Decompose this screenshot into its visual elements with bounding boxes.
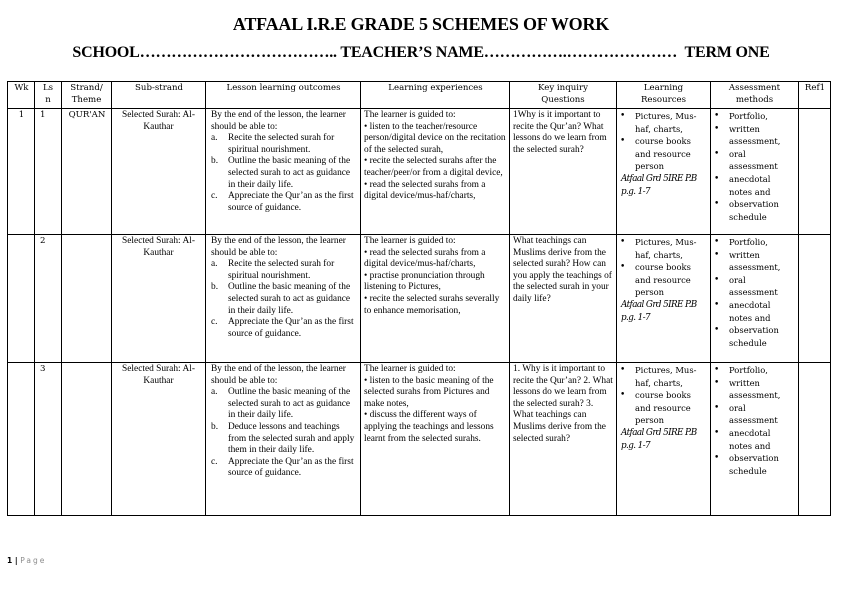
experiences-intro: The learner is guided to: (364, 364, 456, 374)
resource-reference: Atfaal Grd 5IRE P.B p.g. 1-7 (621, 173, 697, 197)
experience-item: • read the selected surahs from a digital device/mus-haf/charts, (364, 179, 486, 202)
outcome-item (209, 156, 358, 191)
outcome-text: Outline the basic meaning of the selected surah to act as guidance in their daily life. (228, 387, 351, 421)
outcomes-intro: By the end of the lesson, the learner should be able to: (211, 236, 346, 258)
header-assessment: Assessment methods (711, 82, 799, 109)
bullet-icon: • (714, 249, 720, 260)
assessment-item: • anecdotal notes and (714, 427, 771, 451)
header-wk: Wk (8, 82, 35, 109)
table-row (8, 235, 831, 363)
bullet-icon: • (714, 199, 720, 210)
experiences-intro: The learner is guided to: (364, 236, 456, 246)
outcome-item (209, 282, 358, 317)
cell-experiences (361, 109, 510, 235)
cell-lsn: 2 (35, 235, 62, 363)
cell-lsn: 3 (35, 363, 62, 516)
outcome-marker: a. (211, 387, 218, 398)
bullet-icon: • (714, 237, 720, 247)
header-experiences: Learning experiences (361, 82, 510, 109)
bullet-icon: • (714, 453, 720, 464)
table-header-row (8, 82, 831, 109)
page-number: 1 (7, 556, 13, 565)
experience-item: • recite the selected surahs severally to enhance memorisation, (364, 293, 500, 316)
document-subtitle: SCHOOL……………………………….. TEACHER’S NAME…………….………………… TERM ONE (72, 44, 770, 61)
cell-outcomes (206, 363, 361, 516)
bullet-icon: • (714, 325, 720, 336)
resource-item: • Pictures, Mus-haf, charts, (620, 365, 697, 388)
resource-reference: Atfaal Grd 5IRE P.B p.g. 1-7 (621, 299, 697, 323)
table-row (8, 109, 831, 235)
experience-item: • listen to the basic meaning of the selected surahs from Pictures and make notes, (364, 375, 494, 409)
outcome-item (209, 387, 358, 422)
outcome-text: Outline the basic meaning of the selected surah to act as guidance in their daily life. (228, 282, 351, 316)
cell-strand (62, 363, 112, 516)
cell-resources (617, 363, 711, 516)
assessment-item: • Portfolio, (714, 365, 768, 375)
outcomes-intro: By the end of the lesson, the learner should be able to: (211, 110, 346, 132)
assessment-item: • observation schedule (714, 325, 779, 348)
header-resources: Learning Resources (617, 82, 711, 109)
bullet-icon: • (714, 274, 720, 285)
cell-resources (617, 109, 711, 235)
outcome-text: Appreciate the Qur’an as the first source of guidance. (228, 456, 354, 479)
resource-reference: Atfaal Grd 5IRE P.B p.g. 1-7 (621, 427, 697, 451)
assessment-item: • oral assessment (714, 148, 778, 172)
resource-item: • course books and resource person (620, 136, 691, 172)
outcome-marker: b. (211, 156, 219, 167)
bullet-icon: • (714, 111, 720, 121)
cell-outcomes (206, 235, 361, 363)
cell-wk: 1 (8, 109, 35, 235)
outcome-item (209, 422, 358, 457)
cell-assessment (711, 109, 799, 235)
assessment-item: • written assessment, (714, 123, 781, 147)
cell-outcomes (206, 109, 361, 235)
experience-item: • read the selected surahs from a digital device/mus-haf/charts, (364, 247, 486, 270)
header-lsn: Ls n (35, 82, 62, 109)
resource-item: • Pictures, Mus-haf, charts, (620, 237, 697, 260)
assessment-item: • observation schedule (714, 453, 779, 476)
cell-experiences (361, 363, 510, 516)
cell-assessment (711, 235, 799, 363)
bullet-icon: • (620, 136, 626, 147)
schemes-of-work-table (7, 81, 831, 516)
bullet-icon: • (714, 365, 720, 375)
outcome-marker: c. (211, 317, 218, 328)
header-strand: Strand/ Theme (62, 82, 112, 109)
bullet-icon: • (714, 427, 720, 438)
cell-ref (799, 363, 831, 516)
header-ref: Ref1 (799, 82, 831, 109)
cell-lsn: 1 (35, 109, 62, 235)
assessment-item: • anecdotal notes and (714, 173, 771, 197)
bullet-icon: • (714, 402, 720, 413)
resource-item: • course books and resource person (620, 262, 691, 298)
assessment-item: • observation schedule (714, 199, 779, 222)
bullet-icon: • (620, 365, 626, 375)
outcome-marker: c. (211, 191, 218, 202)
assessment-item: • Portfolio, (714, 111, 768, 121)
bullet-icon: • (620, 111, 626, 121)
bullet-icon: • (620, 390, 626, 401)
resource-item: • Pictures, Mus-haf, charts, (620, 111, 697, 134)
assessment-item: • oral assessment (714, 274, 778, 298)
outcome-text: Deduce lessons and teachings from the selected surah and apply them in their daily life. (228, 421, 355, 456)
outcome-text: Recite the selected surah for spiritual nourishment. (228, 259, 335, 281)
assessment-item: • anecdotal notes and (714, 299, 771, 323)
cell-substrand: Selected Surah: Al-Kauthar (112, 363, 206, 516)
outcome-text: Appreciate the Qur’an as the first source of guidance. (228, 191, 354, 213)
header-outcomes: Lesson learning outcomes (206, 82, 361, 109)
cell-wk (8, 235, 35, 363)
experience-item: • practise pronunciation through listening to Pictures, (364, 270, 485, 293)
bullet-icon: • (714, 173, 720, 184)
outcome-text: Appreciate the Qur’an as the first source of guidance. (228, 317, 354, 339)
outcome-text: Recite the selected surah for spiritual nourishment. (228, 133, 335, 155)
cell-wk (8, 363, 35, 516)
bullet-icon: • (714, 299, 720, 310)
cell-assessment (711, 363, 799, 516)
outcome-item (209, 317, 358, 340)
cell-ref (799, 109, 831, 235)
bullet-icon: • (714, 123, 720, 134)
bullet-icon: • (714, 377, 720, 388)
outcome-marker: c. (211, 456, 218, 467)
cell-questions: 1. Why is it important to recite the Qur’an? 2. What lessons do we learn from the selected surah? 3. What teachings can Muslims derive from the selected surah? (510, 363, 617, 516)
bullet-icon: • (620, 237, 626, 247)
cell-substrand: Selected Surah: Al-Kauthar (112, 109, 206, 235)
bullet-icon: • (714, 148, 720, 159)
assessment-item: • written assessment, (714, 249, 781, 273)
experiences-intro: The learner is guided to: (364, 110, 456, 120)
document-title: ATFAAL I.R.E GRADE 5 SCHEMES OF WORK (232, 14, 610, 34)
cell-strand: QUR'AN (62, 109, 112, 235)
header-questions: Key inquiry Questions (510, 82, 617, 109)
cell-resources (617, 235, 711, 363)
outcomes-intro: By the end of the lesson, the learner should be able to: (211, 364, 346, 386)
cell-questions: What teachings can Muslims derive from the selected surah? How can you apply the teachings of the selected surah in your daily life? (510, 235, 617, 363)
table-row (8, 363, 831, 516)
resource-item: • course books and resource person (620, 390, 691, 426)
cell-strand (62, 235, 112, 363)
assessment-item: • written assessment, (714, 377, 781, 401)
page-footer (7, 556, 46, 565)
cell-experiences (361, 235, 510, 363)
outcome-marker: b. (211, 282, 219, 293)
outcome-item (209, 259, 358, 282)
outcome-marker: a. (211, 259, 218, 270)
cell-substrand: Selected Surah: Al-Kauthar (112, 235, 206, 363)
cell-ref (799, 235, 831, 363)
assessment-item: • Portfolio, (714, 237, 768, 247)
experience-item: • discuss the different ways of applying the teachings and lessons learnt from the selected surahs. (364, 410, 494, 444)
cell-questions: 1Why is it important to recite the Qur’an? What lessons do we learn from the selected surah? (510, 109, 617, 235)
experience-item: • listen to the teacher/resource person/digital device on the recitation of the selected surah, (364, 121, 506, 155)
bullet-icon: • (620, 262, 626, 273)
outcome-item (209, 133, 358, 156)
outcome-text: Outline the basic meaning of the selected surah to act as guidance in their daily life. (228, 156, 351, 190)
outcome-item (209, 457, 358, 480)
outcome-item (209, 191, 358, 214)
header-substrand: Sub-strand (112, 82, 206, 109)
outcome-marker: a. (211, 133, 218, 144)
page-label: Page (20, 556, 47, 565)
experience-item: • recite the selected surahs after the teacher/peer/or from a digital device, (364, 156, 503, 178)
footer-separator: | (12, 556, 21, 565)
outcome-marker: b. (211, 421, 219, 432)
assessment-item: • oral assessment (714, 402, 778, 426)
